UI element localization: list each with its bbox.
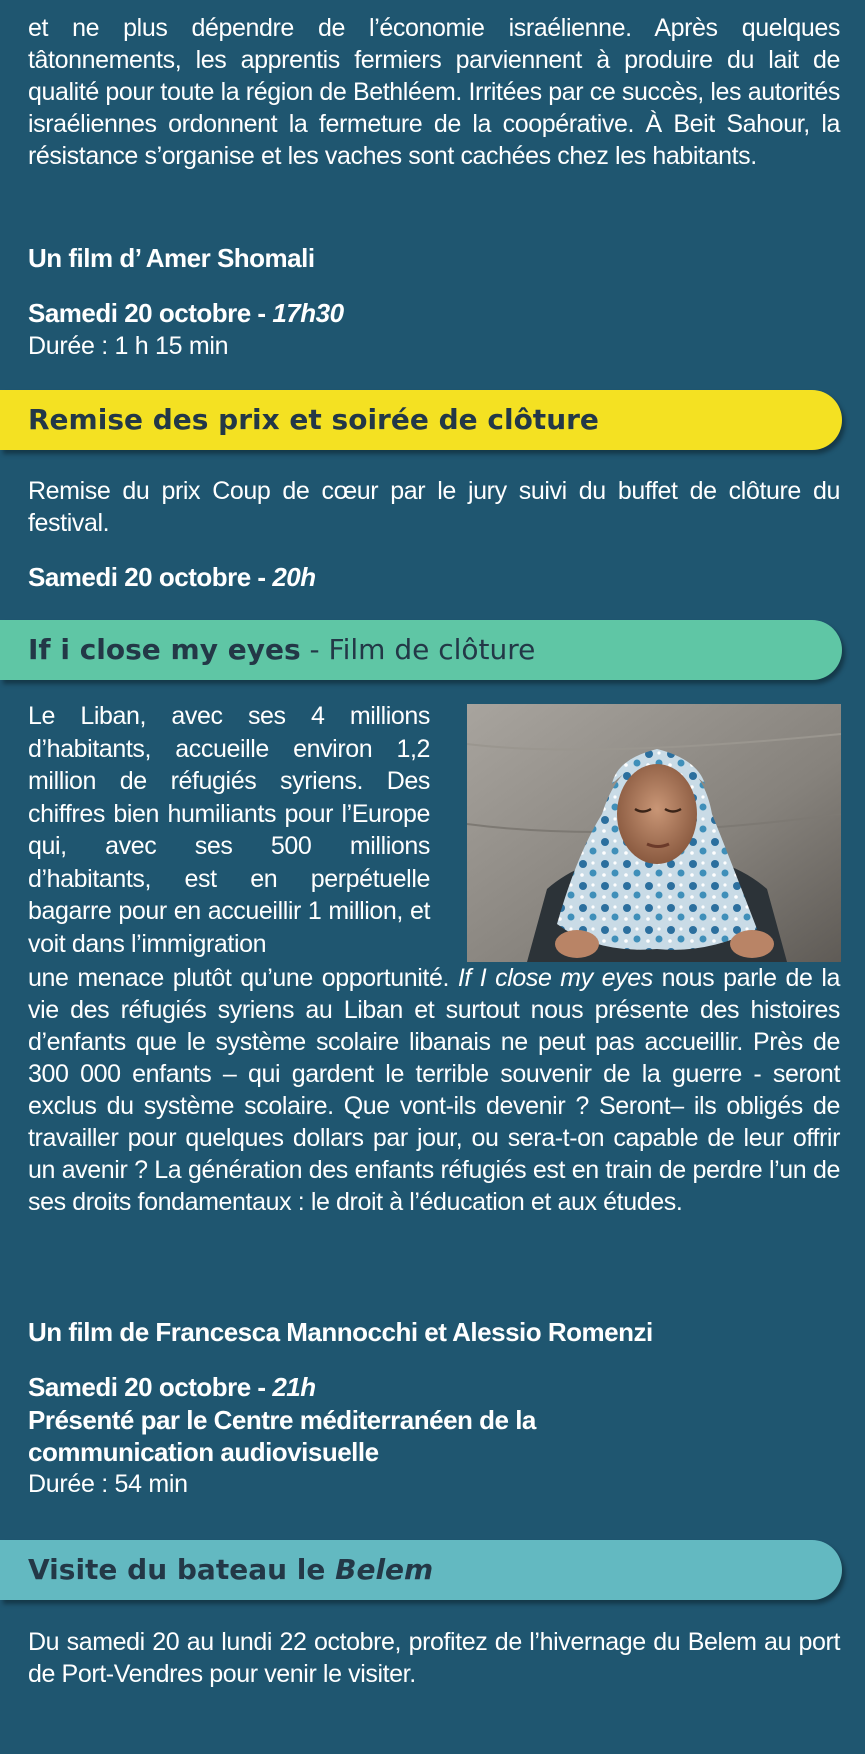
intro-date-day: Samedi 20 octobre - <box>28 298 273 328</box>
film-date-day: Samedi 20 octobre - <box>28 1372 273 1402</box>
intro-date-time: 17h30 <box>272 298 344 328</box>
intro-date <box>28 297 840 329</box>
film-duration: Durée : 54 min <box>28 1470 188 1498</box>
film-intro-paragraph: Le Liban, avec ses 4 millions d’habitants, accueille environ 1,2 million de réfugiés syriens. Des chiffres bien humiliants pour l’Europe qui, avec ses 500 millions d’habitants, est en perpétuelle bagarre pour en accueillir 1 million, et voit dans l’immigration <box>28 702 430 958</box>
film-title: If i close my eyes <box>28 633 301 666</box>
girl-in-headscarf-image <box>467 704 841 962</box>
closing-date-time: 20h <box>272 562 316 592</box>
closing-ceremony-title: Remise des prix et soirée de clôture <box>28 403 599 436</box>
film-date-time: 21h <box>272 1372 316 1402</box>
intro-paragraph: et ne plus dépendre de l’économie israélienne. Après quelques tâtonnements, les apprentis fermiers parviennent à produire du lait de qualité pour toute la région de Bethléem. Irritées par ce succès, les autorités israéliennes ordonnent la fermeture de la coopérative. À Beit Sahour, la résistance s’organise et les vaches sont cachées chez les habitants. <box>28 14 840 170</box>
intro-credit: Un film d’ Amer Shomali <box>28 243 315 273</box>
film-subtitle: - Film de clôture <box>300 633 536 666</box>
boat-visit-header <box>0 1540 842 1600</box>
film-credit: Un film de Francesca Mannocchi et Alessio Romenzi <box>28 1317 653 1347</box>
film-presenter-line-1: Présenté par le Centre méditerranéen de la <box>28 1405 536 1435</box>
film-date <box>28 1371 840 1403</box>
intro-duration: Durée : 1 h 15 min <box>28 332 229 360</box>
closing-paragraph: Remise du prix Coup de cœur par le jury suivi du buffet de clôture du festival. <box>28 477 840 537</box>
film-main-paragraph <box>28 962 840 1218</box>
film-paragraph-start: une menace plutôt qu’une opportunité. <box>28 964 458 992</box>
film-still-photo <box>467 704 841 962</box>
closing-date-day: Samedi 20 octobre - <box>28 562 273 592</box>
film-header <box>0 620 842 680</box>
film-paragraph-rest: nous parle de la vie des réfugiés syriens au Liban et surtout nous présente des histoires d’enfants que le système scolaire libanais ne peut pas accueillir. Près de 300 000 enfants – qui gardent le terrible souvenir de la guerre - seront exclus du système scolaire. Que vont-ils devenir ? Seront– ils obligés de travailler pour quelques dollars par jour, ou sera-t-on capable de leur offrir un avenir ? La génération des enfants réfugiés est en train de perdre l’un de ses droits fondamentaux : le droit à l’éducation et aux études. <box>28 964 840 1216</box>
closing-date <box>28 561 840 593</box>
boat-visit-title <box>28 1553 433 1586</box>
film-presenter-line-2: communication audiovisuelle <box>28 1437 379 1467</box>
boat-visit-title-text: Visite du bateau le <box>28 1553 336 1586</box>
closing-ceremony-header <box>0 390 842 450</box>
boat-visit-paragraph: Du samedi 20 au lundi 22 octobre, profitez de l’hivernage du Belem au port de Port-Vendres pour venir le visiter. <box>28 1628 840 1688</box>
boat-visit-title-name: Belem <box>335 1553 434 1586</box>
film-paragraph-title: If I close my eyes <box>457 964 653 992</box>
